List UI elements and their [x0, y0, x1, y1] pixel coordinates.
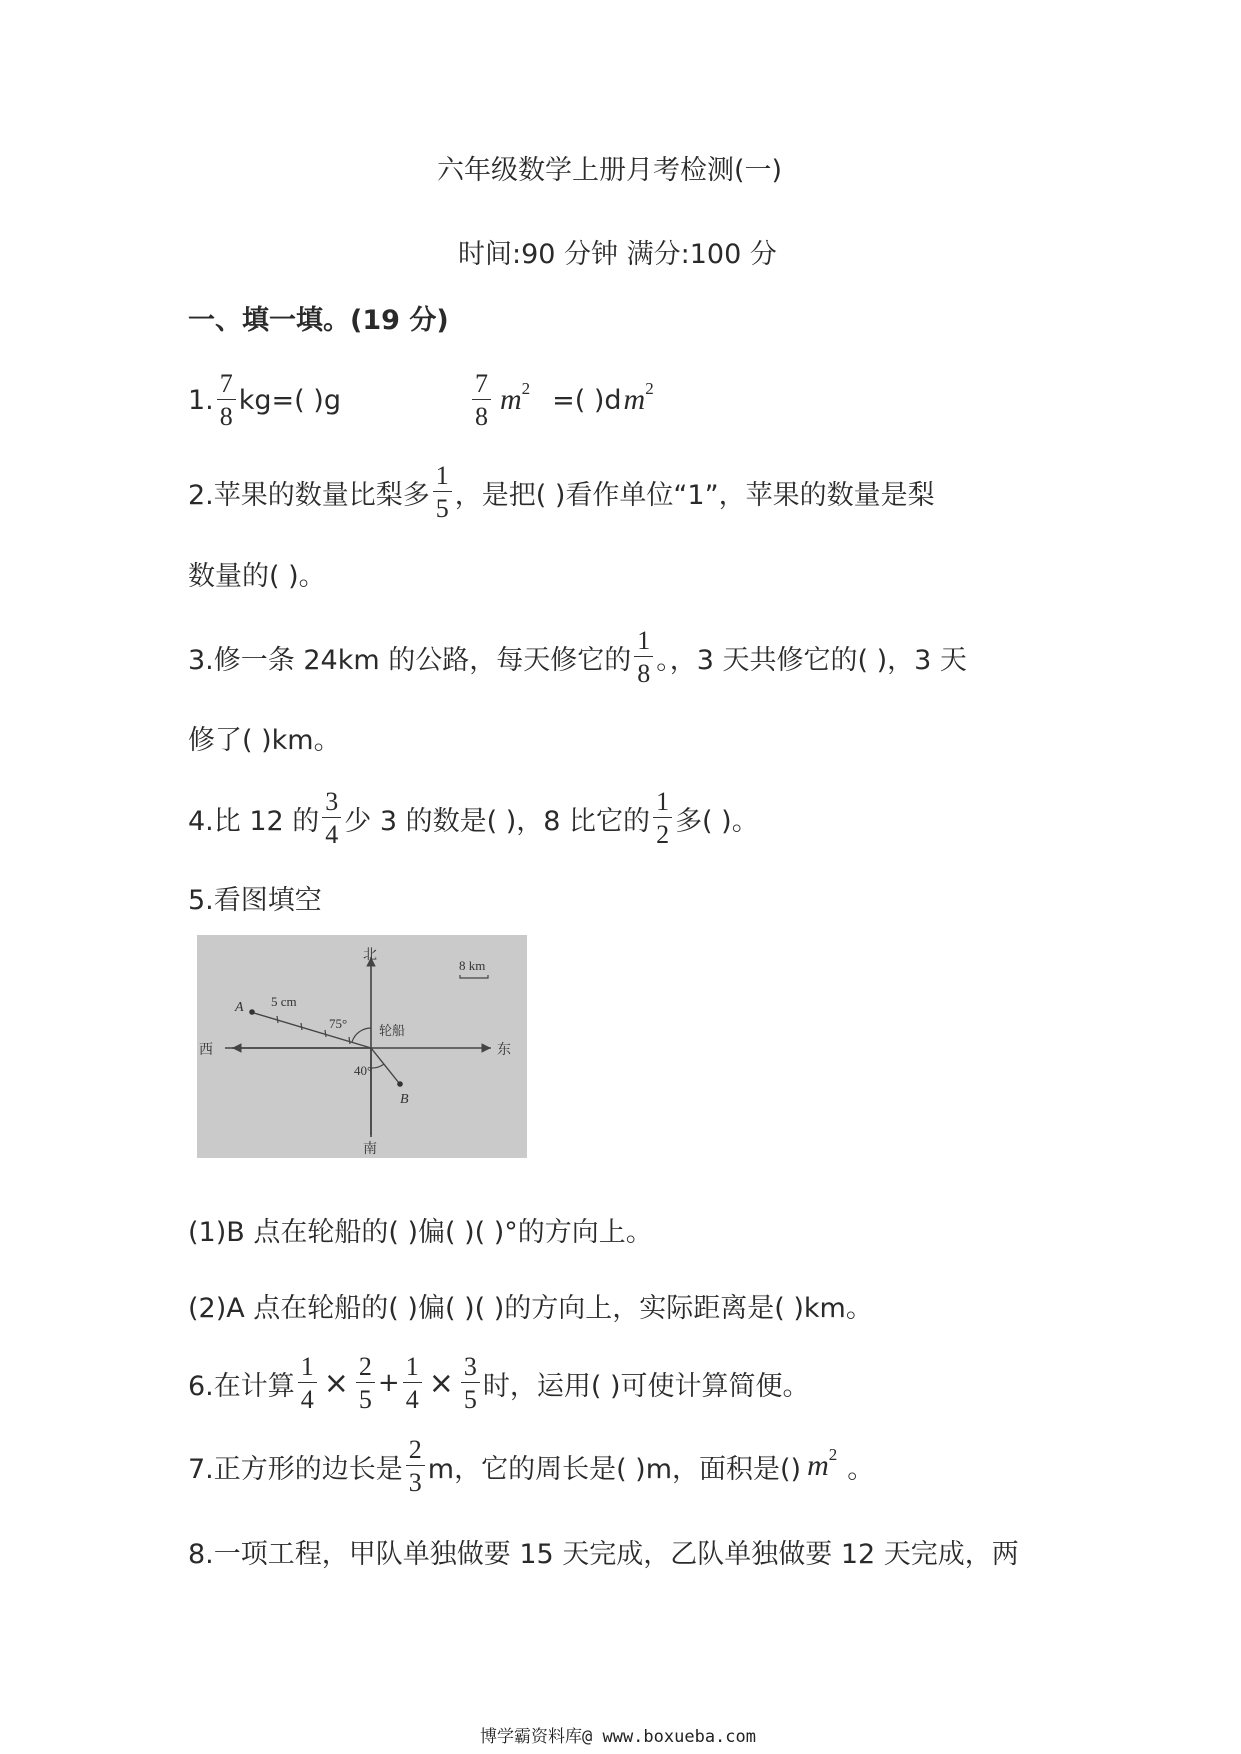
q2-text-1: 2.苹果的数量比梨多 [188, 479, 430, 511]
question-5-sub-1: (1)B 点在轮船的( )偏( )( )°的方向上。 [188, 1217, 653, 1248]
q1-prefix: 1. [188, 384, 214, 416]
q1-fraction-a-den: 8 [219, 402, 233, 432]
q3-fraction-num: 1 [634, 627, 653, 657]
q3-text-1: 3.修一条 24km 的公路，每天修它的 [188, 644, 632, 676]
q2-text-2: ，是把( )看作单位“1”，苹果的数量是梨 [454, 479, 935, 511]
q3-text-2: 。，3 天共修它的( )，3 天 [656, 644, 967, 676]
question-5-label: 5.看图填空 [188, 885, 322, 916]
q4-fraction-1-den: 4 [325, 820, 339, 850]
q6-op-1: × [323, 1365, 349, 1401]
q1-fraction-a-num: 7 [217, 370, 236, 400]
q4-text-1: 4.比 12 的 [188, 805, 320, 837]
q4-fraction-1-num: 3 [322, 788, 341, 818]
q6-fraction-1: $\frac{1}{4}$ [298, 1353, 317, 1414]
north-label: 北 [363, 948, 377, 963]
q6-fraction-4: $\frac{3}{5}$ [461, 1353, 480, 1414]
q2-fraction [433, 462, 452, 523]
question-2-line-2: 数量的( )。 [188, 561, 326, 592]
question-7 [188, 1436, 874, 1497]
angle-a-label: 75° [329, 1016, 348, 1031]
q4-fraction-2-num: 1 [653, 788, 672, 818]
angle-b-arc [371, 1064, 384, 1068]
east-label: 东 [497, 1043, 511, 1058]
q2-fraction-den: 5 [435, 494, 449, 524]
point-a-label: A [235, 1000, 244, 1015]
angle-a-arc [352, 1028, 371, 1042]
q6-text-1: 6.在计算 [188, 1370, 295, 1402]
question-5-sub-2: (2)A 点在轮船的( )偏( )( )的方向上，实际距离是( )km。 [188, 1293, 873, 1324]
q4-text-2: 少 3 的数是( )，8 比它的 [344, 805, 651, 837]
q7-text-1: 7.正方形的边长是 [188, 1453, 403, 1485]
q6-fraction-3: $\frac{1}{4}$ [403, 1353, 422, 1414]
question-3-line-2: 修了( )km。 [188, 725, 341, 756]
q1-part-a: kg=( )g [238, 384, 341, 416]
direction-figure [197, 935, 527, 1158]
q2-fraction-num: 1 [433, 462, 452, 492]
direction-diagram [197, 935, 527, 1158]
q6-fraction-2: $\frac{2}{5}$ [356, 1353, 375, 1414]
angle-b-label: 40° [354, 1063, 373, 1078]
q1-fraction-b-num: 7 [472, 370, 491, 400]
page-title: 六年级数学上册月考检测(一) [437, 155, 783, 186]
south-label: 南 [363, 1142, 377, 1157]
q7-text-3: 。 [847, 1453, 875, 1485]
q3-fraction-den: 8 [637, 659, 651, 689]
line-to-a [254, 1013, 371, 1048]
question-8: 8.一项工程，甲队单独做要 15 天完成，乙队单独做要 12 天完成，两 [188, 1539, 1019, 1570]
q4-fraction-2 [653, 788, 672, 849]
q7-text-2: m，它的周长是( )m，面积是() [427, 1453, 802, 1485]
q1-unit-dm2: $m^2$ [623, 379, 654, 417]
q1-fraction-b [472, 370, 491, 431]
question-1 [188, 370, 654, 431]
scale-label: 8 km [459, 958, 486, 973]
q7-fraction-num: 2 [406, 1436, 425, 1466]
q1-part-b: =( )d [552, 384, 622, 416]
question-4 [188, 788, 759, 849]
q7-fraction-den: 3 [408, 1468, 422, 1498]
q4-fraction-2-den: 2 [656, 820, 670, 850]
section-heading: 一、填一填。(19 分) [188, 305, 449, 336]
point-b-label: B [400, 1092, 409, 1107]
question-6 [188, 1353, 810, 1414]
q6-text-2: 时，运用( )可使计算简便。 [482, 1370, 810, 1402]
point-b-dot [397, 1081, 403, 1087]
scale-bar [460, 975, 488, 978]
q1-unit-m2: $m^2$ [499, 379, 531, 417]
distance-a-label: 5 cm [271, 994, 297, 1009]
q6-op-2: + [377, 1368, 400, 1399]
ship-label: 轮船 [379, 1023, 406, 1038]
q6-op-3: × [428, 1365, 454, 1401]
q1-fraction-b-den: 8 [474, 402, 488, 432]
footer-watermark: 博学霸资料库@ www.boxueba.com [480, 1727, 756, 1747]
exam-info: 时间:90 分钟 满分:100 分 [458, 239, 777, 270]
q7-fraction [406, 1436, 425, 1497]
question-3 [188, 627, 967, 688]
q4-fraction-1 [322, 788, 341, 849]
line-to-b [371, 1048, 399, 1083]
west-label: 西 [199, 1043, 213, 1058]
q7-unit-m2: $m^2$ [807, 1445, 838, 1483]
point-a-dot [249, 1009, 255, 1015]
question-2 [188, 462, 935, 523]
q1-fraction-a [217, 370, 236, 431]
q4-text-3: 多( )。 [675, 805, 759, 837]
q3-fraction [634, 627, 653, 688]
